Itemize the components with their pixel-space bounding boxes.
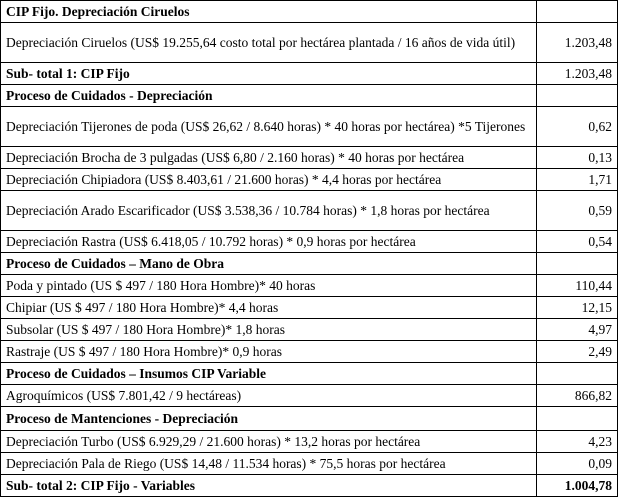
table-row — [1, 231, 618, 253]
subtotal-label: Sub- total 1: CIP Fijo — [1, 63, 537, 85]
section-row-mantenciones — [1, 407, 618, 431]
table-row — [1, 385, 618, 407]
section-row-mano-de-obra — [1, 253, 618, 275]
section-value — [537, 85, 618, 107]
table-row — [1, 431, 618, 453]
section-row-cip-fijo — [1, 1, 618, 23]
subtotal-row-2 — [1, 475, 618, 497]
subtotal-row-1 — [1, 63, 618, 85]
row-label: Agroquímicos (US$ 7.801,42 / 9 hectáreas) — [1, 385, 537, 407]
row-value: 4,97 — [537, 319, 618, 341]
row-label: Depreciación Chipiadora (US$ 8.403,61 / 21.600 horas) * 4,4 horas por hectárea — [1, 169, 537, 191]
row-value: 4,23 — [537, 431, 618, 453]
table-row — [1, 275, 618, 297]
table-row — [1, 297, 618, 319]
subtotal-value: 1.203,48 — [537, 63, 618, 85]
row-value: 866,82 — [537, 385, 618, 407]
table-row — [1, 319, 618, 341]
section-label: Proceso de Cuidados - Depreciación — [1, 85, 537, 107]
section-label: Proceso de Cuidados – Insumos CIP Variable — [1, 363, 537, 385]
row-label: Depreciación Brocha de 3 pulgadas (US$ 6,80 / 2.160 horas) * 40 horas por hectárea — [1, 147, 537, 169]
table-row — [1, 453, 618, 475]
section-value — [537, 1, 618, 23]
section-value — [537, 363, 618, 385]
row-value: 0,54 — [537, 231, 618, 253]
section-value — [537, 253, 618, 275]
row-label: Depreciación Pala de Riego (US$ 14,48 / 11.534 horas) * 75,5 horas por hectárea — [1, 453, 537, 475]
row-label: Depreciación Rastra (US$ 6.418,05 / 10.792 horas) * 0,9 horas por hectárea — [1, 231, 537, 253]
row-label: Subsolar (US $ 497 / 180 Hora Hombre)* 1,8 horas — [1, 319, 537, 341]
section-label: Proceso de Mantenciones - Depreciación — [1, 407, 537, 431]
section-value — [537, 407, 618, 431]
subtotal-value: 1.004,78 — [537, 475, 618, 497]
row-label: Chipiar (US $ 497 / 180 Hora Hombre)* 4,4 horas — [1, 297, 537, 319]
row-value: 1.203,48 — [537, 23, 618, 63]
table-row — [1, 191, 618, 231]
row-label: Poda y pintado (US $ 497 / 180 Hora Hombre)* 40 horas — [1, 275, 537, 297]
row-label: Depreciación Turbo (US$ 6.929,29 / 21.600 horas) * 13,2 horas por hectárea — [1, 431, 537, 453]
row-value: 110,44 — [537, 275, 618, 297]
row-value: 0,59 — [537, 191, 618, 231]
row-value: 0,09 — [537, 453, 618, 475]
section-label: CIP Fijo. Depreciación Ciruelos — [1, 1, 537, 23]
table-row — [1, 169, 618, 191]
table-row — [1, 23, 618, 63]
table-row — [1, 341, 618, 363]
section-row-insumos — [1, 363, 618, 385]
table-row — [1, 107, 618, 147]
row-label: Depreciación Tijerones de poda (US$ 26,62 / 8.640 horas) * 40 horas por hectárea) *5 Tijerones — [1, 107, 537, 147]
row-value: 2,49 — [537, 341, 618, 363]
row-label: Rastraje (US $ 497 / 180 Hora Hombre)* 0,9 horas — [1, 341, 537, 363]
row-label: Depreciación Arado Escarificador (US$ 3.538,36 / 10.784 horas) * 1,8 horas por hectárea — [1, 191, 537, 231]
row-value: 0,62 — [537, 107, 618, 147]
section-row-cuidados-depreciacion — [1, 85, 618, 107]
row-value: 1,71 — [537, 169, 618, 191]
row-label: Depreciación Ciruelos (US$ 19.255,64 costo total por hectárea plantada / 16 años de vida útil) — [1, 23, 537, 63]
subtotal-label: Sub- total 2: CIP Fijo - Variables — [1, 475, 537, 497]
section-label: Proceso de Cuidados – Mano de Obra — [1, 253, 537, 275]
table-row — [1, 147, 618, 169]
row-value: 12,15 — [537, 297, 618, 319]
row-value: 0,13 — [537, 147, 618, 169]
